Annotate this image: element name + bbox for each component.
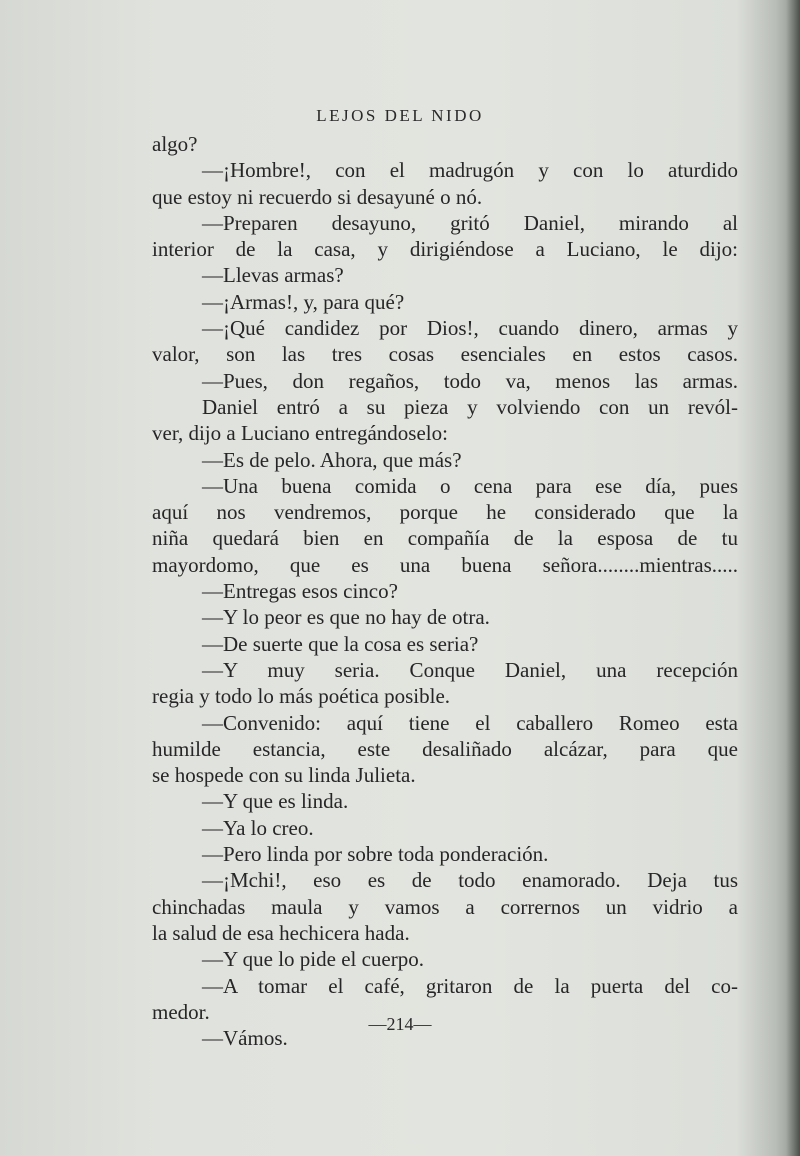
- text-line: valor, son las tres cosas esenciales en estos casos.: [152, 342, 738, 367]
- text-line: —¡Armas!, y, para qué?: [202, 289, 405, 314]
- text-line: —Pero linda por sobre toda ponderación.: [202, 842, 549, 867]
- text-line: —Entregas esos cinco?: [202, 579, 398, 604]
- text-line: —Llevas armas?: [202, 263, 344, 288]
- text-line: que estoy ni recuerdo si desayuné o nó.: [152, 184, 483, 209]
- text-line: —Y que es linda.: [202, 789, 349, 814]
- text-line: mayordomo, que es una buena señora........mientras.....: [152, 552, 738, 577]
- text-line: —Y muy seria. Conque Daniel, una recepción: [202, 657, 738, 682]
- text-line: —Y lo peor es que no hay de otra.: [202, 605, 490, 630]
- text-line: chinchadas maula y vamos a corrernos un vidrio a: [152, 894, 738, 919]
- text-line: interior de la casa, y dirigiéndose a Luciano, le dijo:: [152, 237, 738, 262]
- body-text: [152, 131, 738, 1051]
- text-line: la salud de esa hechicera hada.: [152, 920, 410, 945]
- text-line: —¡Hombre!, con el madrugón y con lo aturdido: [202, 158, 738, 183]
- text-line: algo?: [152, 132, 198, 156]
- text-line: —Vámos.: [202, 1026, 288, 1051]
- text-line: —A tomar el café, gritaron de la puerta del co-: [202, 973, 738, 998]
- text-line: humilde estancia, este desaliñado alcázar, para que: [152, 736, 738, 761]
- text-line: se hospede con su linda Julieta.: [152, 763, 416, 788]
- text-line: —¡Mchi!, eso es de todo enamorado. Deja tus: [202, 868, 738, 893]
- text-line: —Convenido: aquí tiene el caballero Romeo esta: [202, 710, 738, 735]
- text-line: regia y todo lo más poética posible.: [152, 684, 451, 709]
- running-head: LEJOS DEL NIDO: [316, 106, 484, 125]
- text-line: —Preparen desayuno, gritó Daniel, mirando al: [202, 210, 738, 235]
- text-line: —Es de pelo. Ahora, que más?: [202, 447, 462, 472]
- text-line: —Y que lo pide el cuerpo.: [202, 947, 424, 972]
- text-line: —¡Qué candidez por Dios!, cuando dinero, armas y: [202, 316, 738, 341]
- text-line: niña quedará bien en compañía de la esposa de tu: [152, 526, 738, 551]
- text-line: ver, dijo a Luciano entregándoselo:: [152, 421, 448, 446]
- page-edge-shadow: [786, 0, 800, 1156]
- text-line: —Una buena comida o cena para ese día, pues: [202, 473, 738, 498]
- text-line: —Ya lo creo.: [202, 815, 314, 840]
- text-line: Daniel entró a su pieza y volviendo con un revól-: [202, 394, 738, 419]
- text-line: —Pues, don regaños, todo va, menos las armas.: [202, 368, 738, 393]
- text-line: medor.: [152, 999, 210, 1024]
- page-number: —214—: [368, 1014, 432, 1034]
- text-line: aquí nos vendremos, porque he considerado que la: [152, 500, 738, 525]
- text-line: —De suerte que la cosa es seria?: [202, 631, 479, 656]
